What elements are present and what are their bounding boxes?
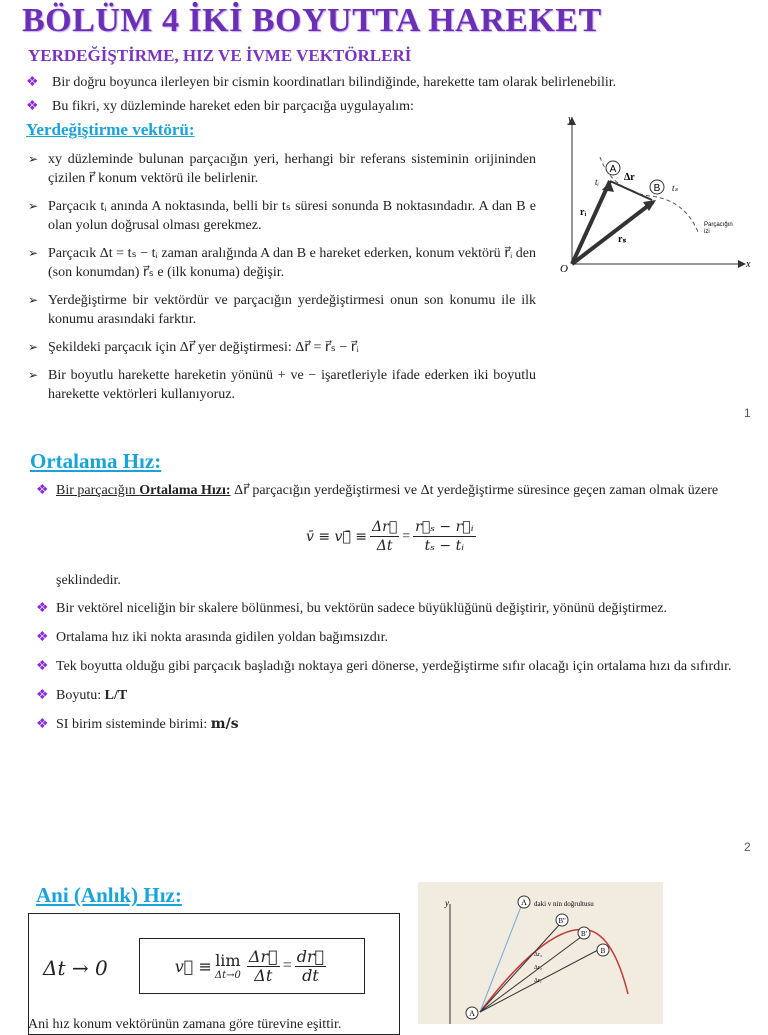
diamond-bullet-icon: ❖	[26, 75, 39, 90]
list-item: ❖ Bir vektörel niceliğin bir skalere bölünmesi, bu vektörün sadece büyüklüğünü değiştirir, yönünü değiştirmez.	[36, 601, 668, 616]
intro-item: ❖ Bir doğru boyunca ilerleyen bir cismin koordinatları bilindiğinde, harekette tam olarak belirlenebilir.	[26, 75, 617, 90]
fig1-path-label: Parçacığın	[704, 222, 733, 228]
arrow-bullet-icon: ➢	[28, 246, 39, 260]
fig2-caption: daki v nin doğrultusu	[534, 900, 594, 908]
fig1-y-label: y	[568, 114, 573, 125]
diamond-bullet-icon: ❖	[36, 688, 49, 703]
list-item: ❖ SI birim sisteminde birimi: m/s	[36, 716, 239, 732]
intro-item: ❖ Bu fikri, xy düzleminde hareket eden bir parçacığa uygulayalım:	[26, 99, 414, 114]
instantaneous-velocity-figure	[418, 882, 663, 1024]
average-velocity-formula: v̄ ≡ v⃗̄ ≡ $\frac{\Delta r⃗}{\Delta t}$ = $\frac{\text{r⃗ₛ − r⃗ᵢ}}{\text{tₛ − tᵢ}}$	[306, 519, 474, 554]
list-item: ➢ xy düzleminde bulunan parçacığın yeri, herhangi bir referans sisteminin orijininden çizilen r⃗ konum vektörü ile belirlenir.	[28, 152, 536, 186]
diamond-bullet-icon: ❖	[26, 99, 39, 114]
fig1-origin-label: O	[560, 263, 568, 275]
fig2-bottom-a-label: A	[469, 1009, 475, 1018]
fig1-ti-label: tᵢ	[595, 177, 599, 187]
page-subtitle: YERDEĞİŞTİRME, HIZ VE İVME VEKTÖRLERİ	[28, 46, 412, 65]
fig2-dr2-label: Δr₂	[534, 965, 542, 971]
fig1-ri-label: rᵢ	[580, 207, 587, 218]
fig1-ts-label: tₛ	[672, 183, 678, 193]
list-item: ➢ Parçacık Δt = tₛ − tᵢ zaman aralığında A dan B e hareket ederken, konum vektörü r⃗ᵢ den (son konumdan) r⃗ₛ e (ilk konuma) değişir.	[28, 246, 536, 280]
fig2-b-double-label: B''	[558, 917, 566, 925]
point-b-label: B	[653, 183, 661, 194]
page-number: 1	[744, 406, 751, 420]
displacement-list	[28, 150, 536, 404]
list-item: ❖ Tek boyutta olduğu gibi parçacık başladığı noktaya geri dönerse, yerdeğiştirme sıfır olacağı için ortalama hızı da sıfırdır.	[36, 659, 732, 674]
dr-vector	[610, 181, 652, 200]
point-a-label: A	[609, 164, 617, 175]
fig1-path-label-2: izi	[704, 229, 710, 235]
instant-velocity-heading: Ani (Anlık) Hız:	[36, 883, 182, 907]
limit-condition: Δt → 0	[43, 956, 108, 980]
arrow-bullet-icon: ➢	[28, 199, 39, 213]
list-item: ➢ Yerdeğiştirme bir vektördür ve parçacığın yerdeğiştirmesi onun son konumu ile ilk konumu arasındaki farktır.	[28, 293, 536, 327]
instant-velocity-note: Ani hız konum vektörünün zamana göre türevine eşittir.	[28, 1017, 342, 1032]
fig2-y-label: y	[445, 898, 449, 908]
list-item: ➢ Bir boyutlu harekette hareketin yönünü + ve − işaretleriyle ifade ederken iki boyutlu harekette vektörleri kullanıyoruz.	[28, 368, 536, 402]
list-item: ➢ Parçacık tᵢ anında A noktasında, belli bir tₛ süresi sonunda B noktasındadır. A dan B e olan yolun doğrusal olması gerekmez.	[28, 199, 536, 233]
average-velocity-definition: ❖ Bir parçacığın Ortalama Hızı: Δr⃗ parçacığın yerdeğiştirmesi ve Δt yerdeğiştirme süresince geçen zaman olmak üzere	[36, 483, 719, 498]
list-item: ❖ Ortalama hız iki nokta arasında gidilen yoldan bağımsızdır.	[36, 630, 389, 645]
fig1-x-label: x	[746, 259, 751, 270]
diamond-bullet-icon: ❖	[36, 630, 49, 645]
arrow-bullet-icon: ➢	[28, 293, 39, 307]
instant-velocity-formula: v⃗ ≡ lim Δt→0 $\frac{\Delta r⃗}{\Delta t}$ = $\frac{dr⃗}{dt}$	[139, 938, 365, 994]
displacement-figure	[550, 112, 756, 282]
list-item: ➢ Şekildeki parçacık için Δr⃗ yer değiştirmesi: Δr⃗ = r⃗ₛ − r⃗ᵢ	[28, 340, 359, 355]
average-velocity-heading: Ortalama Hız:	[30, 449, 162, 473]
diamond-bullet-icon: ❖	[36, 659, 49, 674]
intro-list	[26, 73, 746, 116]
average-velocity-list	[36, 599, 736, 734]
diamond-bullet-icon: ❖	[36, 601, 49, 616]
fig2-b-label: B	[600, 947, 606, 955]
fig1-dr-label: Δr	[624, 172, 635, 183]
diamond-bullet-icon: ❖	[36, 483, 49, 498]
fig2-top-a-label: A	[521, 898, 527, 907]
fig2-dr3-label: Δr₃	[534, 952, 542, 958]
page-title: BÖLÜM 4 İKİ BOYUTTA HAREKET	[22, 2, 602, 39]
arrow-bullet-icon: ➢	[28, 152, 39, 166]
displacement-heading: Yerdeğiştirme vektörü:	[26, 120, 195, 139]
fig1-rs-label: rₛ	[618, 234, 627, 245]
arrow-bullet-icon: ➢	[28, 340, 39, 354]
fig2-dr1-label: Δr₁	[534, 978, 542, 984]
diamond-bullet-icon: ❖	[36, 717, 49, 732]
fig2-b-single-label: B'	[581, 930, 587, 938]
formula-suffix-text: şeklindedir.	[56, 573, 121, 588]
page-number: 2	[744, 840, 751, 854]
arrow-bullet-icon: ➢	[28, 368, 39, 382]
list-item: ❖ Boyutu: L/T	[36, 688, 128, 703]
